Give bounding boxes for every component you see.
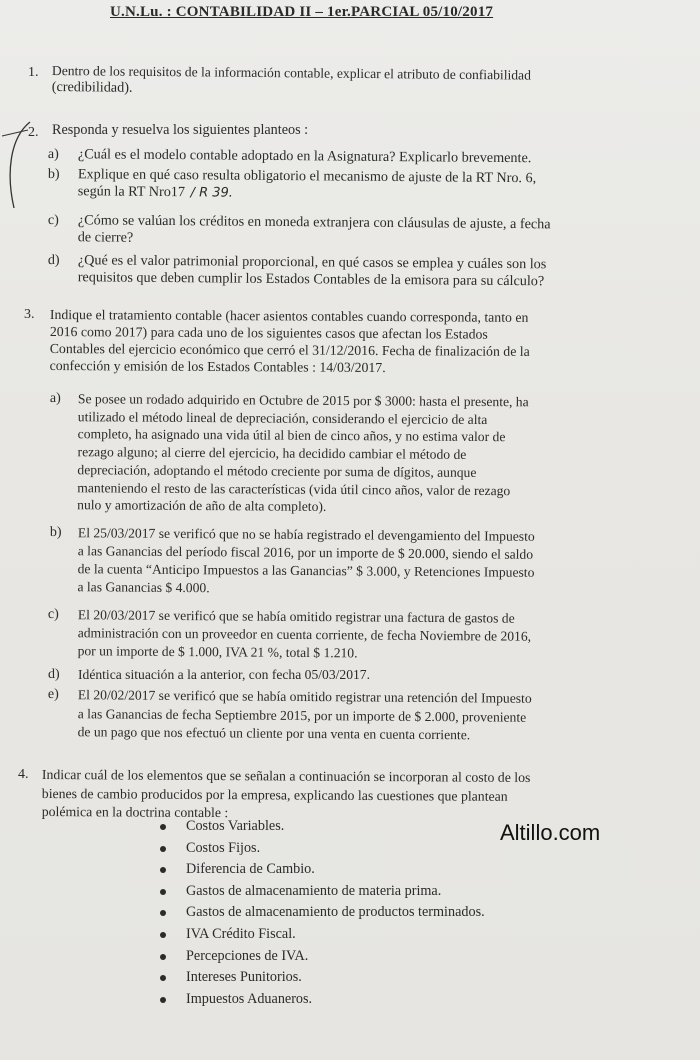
question-text-line: confección y emisión de los Estados Contables : 14/03/2017. [49,357,386,376]
list-item-label: Gastos de almacenamiento de materia prima. [186,882,442,899]
bullet-icon [160,824,166,830]
subquestion-label: b) [47,166,60,183]
handwritten-bracket-mark [0,118,46,214]
question-text-line: (credibilidad). [51,78,133,96]
bullet-icon [160,910,166,916]
subquestion-a [49,390,660,515]
subquestion-label: d) [48,667,60,682]
bullet-icon [160,889,166,895]
list-item-label: Gastos de almacenamiento de productos terminados. [186,904,485,921]
bullet-icon [160,846,166,852]
list-item-label: Costos Variables. [186,818,285,834]
question-text-line: de un pago que nos efectuó un cliente por una venta en cuenta corriente. [77,724,471,743]
list-item [150,926,485,948]
list-item [150,840,485,862]
question-text-line: Idéntica situación a la anterior, con fecha 05/03/2017. [78,667,370,682]
question-text-line: administración con un proveedor en cuenta corriente, de fecha Noviembre de 2016, [77,625,532,644]
list-item-label: Diferencia de Cambio. [186,861,315,878]
subquestion-label: a) [47,146,59,163]
list-item [150,883,485,905]
list-item-label: IVA Crédito Fiscal. [186,925,296,942]
question-text-line: depreciación, adoptando el método creciente por suma de dígitos, aunque [77,462,477,480]
question-text-line: según la RT Nro17 [77,183,186,201]
subquestion-c [47,602,658,661]
subquestion-c [47,208,648,246]
subquestion-b [49,524,660,596]
question-text-line: 2016 como 2017) para cada uno de los siguientes casos que afectan los Estados [49,323,488,342]
question-text-line: Indique el tratamiento contable (hacer asientos contables cuando corresponda, tanto en [49,306,529,325]
question-text-line: Contables del ejercicio económico que cerró el 31/12/2016. Fecha de finalización de la [49,340,530,359]
bullet-icon [160,997,166,1003]
subquestion-label: e) [47,686,59,703]
question-number: 4. [18,767,29,782]
page-title: U.N.Lu. : CONTABILIDAD II – 1er.PARCIAL 05/10/2017 [110,4,494,20]
bullet-icon [160,932,166,938]
list-item [150,904,485,926]
question-text-line: ¿Cuál es el modelo contable adoptado en la Asignatura? Explicarlo brevemente. [77,146,532,167]
subquestion-label: d) [47,252,60,269]
subquestion-label: b) [49,524,62,541]
question-text-line: El 20/03/2017 se verificó que se había omitido registrar una factura de gastos de [77,607,515,626]
list-item-label: Costos Fijos. [186,839,261,856]
question-text-line: por un importe de $ 1.000, IVA 21 %, total $ 1.210. [77,643,358,661]
question-text-line: manteniendo el resto de las características (vida útil cinco años, valor de rezago [77,479,511,498]
question-text-line: ¿Cómo se valúan los créditos en moneda extranjera con cláusulas de ajuste, a fecha [77,212,551,233]
question-text-line: utilizado el método lineal de depreciación, considerando el ejercicio de alta [77,408,488,427]
question-intro: Responda y resuelva los siguientes planteos : [52,122,309,138]
list-item [150,948,485,970]
subquestion-label: c) [47,212,59,229]
question-text-line: polémica en la doctrina contable : [41,803,229,821]
question-number: 3. [24,307,35,322]
bullet-icon [160,954,166,960]
question-text-line: requisitos que deben cumplir los Estados Contables de la emisora para su cálculo? [77,269,545,290]
cost-elements-list [150,818,485,1012]
list-item [150,969,485,991]
question-number: 1. [28,65,39,80]
subquestion-label: a) [49,390,61,407]
question-text-line: a las Ganancias $ 4.000. [77,579,210,596]
list-item [150,991,485,1013]
question-text-line: Indicar cuál de los elementos que se señalan a continuación se incorporan al costo de los [41,767,531,785]
question-text-line: bienes de cambio producidos por la empresa, explicando las cuestiones que plantean [41,785,508,804]
list-item [150,861,485,883]
question-text-line: rezago alguno; al cierre del ejercicio, ha decidido cambiar el método de [77,444,467,463]
bullet-icon [160,867,166,873]
subquestion-e [47,684,658,743]
question-text-line: ¿Qué es el valor patrimonial proporcional, en qué casos se emplea y cuáles son los [77,252,547,273]
handwritten-annotation: / R 39. [190,185,234,201]
list-item [150,818,485,840]
question-number: 2. [28,125,39,140]
question-text-line: completo, ha asignado una vida útil al bien de cinco años, y no estima valor de [77,426,506,445]
list-item-label: Intereses Punitorios. [186,969,302,986]
bullet-icon [160,975,166,981]
subquestion-a [47,146,648,167]
list-item-label: Impuestos Aduaneros. [186,990,313,1007]
question-text-line: a las Ganancias de fecha Septiembre 2015, por un importe de $ 2.000, proveniente [77,705,527,725]
question-text-line: Dentro de los requisitos de la información contable, explicar el atributo de confiabilidad [51,62,531,83]
question-text-line: El 20/02/2017 se verificó que se había omitido registrar una retención del Impuesto [77,687,532,706]
question-text-line: de la cuenta “Anticipo Impuestos a las Ganancias” $ 3.000, y Retenciones Impuesto [77,561,535,580]
question-text-line: Explique en qué caso resulta obligatorio el mecanismo de ajuste de la RT Nro. 6, [77,166,537,187]
question-text-line: Se posee un rodado adquirido en Octubre de 2015 por $ 3000: hasta el presente, ha [77,391,529,410]
question-text-line: de cierre? [77,229,134,246]
question-text-line: nulo y amortización de año de alta completo). [77,497,327,515]
subquestion-label: c) [47,606,59,623]
list-item-label: Percepciones de IVA. [186,947,309,964]
site-watermark: Altillo.com [500,820,601,845]
question-text-line: El 25/03/2017 se verificó que no se había registrado el devengamiento del Impuesto [77,525,535,544]
question-text-line: a las Ganancias del período fiscal 2016, por un importe de $ 20.000, siendo el saldo [77,543,534,562]
